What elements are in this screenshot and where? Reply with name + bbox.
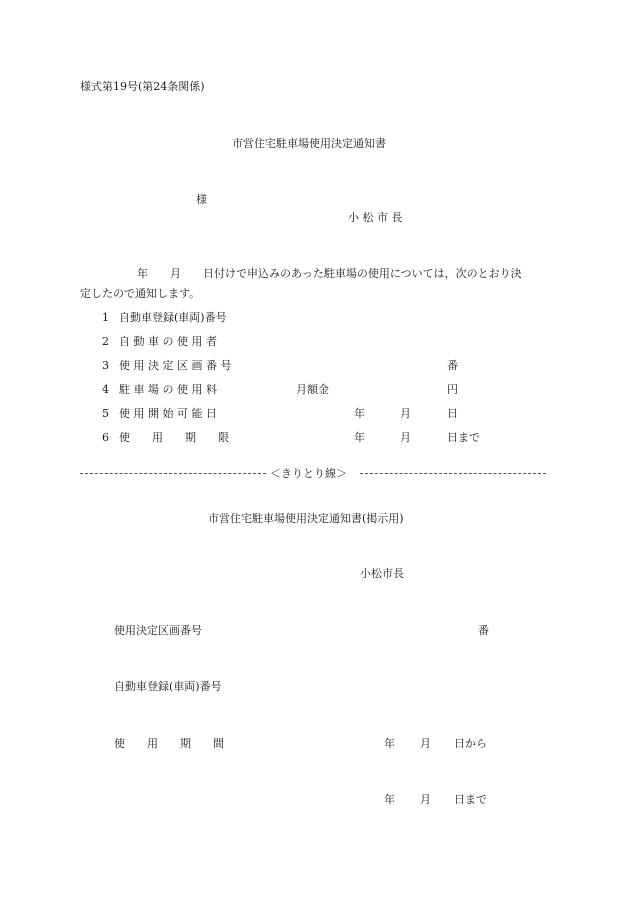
notice-body-line1: 年 月 日付けで申込みのあった駐車場の使用については，次のとおり決: [137, 267, 522, 280]
posting-to-year: 年: [384, 793, 395, 806]
item-number: 6: [102, 431, 109, 444]
item-suffix-yen: 円: [447, 383, 458, 396]
item-number: 5: [102, 407, 109, 420]
notice-title: 市営住宅駐車場使用決定通知書: [232, 137, 386, 150]
posting-title: 市営住宅駐車場使用決定通知書(掲示用): [208, 512, 404, 525]
item-monthly-amount: 月額金: [296, 383, 329, 396]
posting-from-year: 年: [384, 737, 395, 750]
item-label-vehicle-user: 自 動 車 の 使 用 者: [119, 335, 217, 348]
cut-line-right: [360, 473, 546, 474]
item-label-section-number: 使 用 決 定 区 画 番 号: [119, 359, 232, 372]
item-month: 月: [400, 431, 411, 444]
item-day: 日: [447, 407, 458, 420]
posting-from-month: 月: [420, 737, 431, 750]
cut-line-left: [80, 473, 266, 474]
form-number: 様式第19号(第24条関係): [80, 80, 205, 93]
item-year: 年: [354, 407, 365, 420]
item-year: 年: [354, 431, 365, 444]
item-number: 1: [102, 311, 109, 324]
posting-from-day: 日から: [454, 737, 487, 750]
item-month: 月: [400, 407, 411, 420]
notice-body-line2: 定したので通知します。: [80, 287, 201, 300]
posting-section-suffix: 番: [478, 624, 489, 637]
posting-to-day: 日まで: [454, 793, 487, 806]
posting-section-label: 使用決定区画番号: [114, 624, 202, 637]
issuer-name: 小 松 市 長: [348, 211, 403, 224]
cut-line-label: ＜きりとり線＞: [270, 467, 347, 480]
item-label-start-date: 使 用 開 始 可 能 日: [119, 407, 217, 420]
posting-to-month: 月: [420, 793, 431, 806]
item-number: 4: [102, 383, 109, 396]
posting-issuer: 小松市長: [360, 567, 404, 580]
posting-vehicle-label: 自動車登録(車両)番号: [114, 680, 222, 693]
item-suffix-ban: 番: [447, 359, 458, 372]
item-label-parking-fee: 駐 車 場 の 使 用 料: [119, 383, 217, 396]
item-day-until: 日まで: [447, 431, 480, 444]
item-number: 3: [102, 359, 109, 372]
item-label-expiry: 使 用 期 限: [119, 431, 229, 444]
posting-period-label: 使 用 期 間: [114, 737, 224, 750]
item-number: 2: [102, 335, 109, 348]
item-label-vehicle-number: 自動車登録(車両)番号: [119, 311, 227, 324]
salutation: 様: [196, 193, 207, 206]
